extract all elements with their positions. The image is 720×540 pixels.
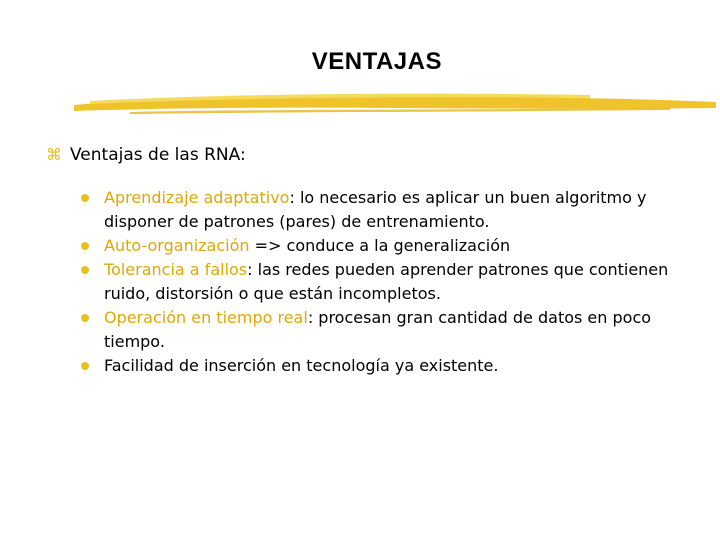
bullet-dot-icon: [81, 314, 89, 322]
advantages-list: [80, 186, 680, 378]
title-underline-brushstroke: [70, 88, 720, 118]
item-highlight: Tolerancia a fallos: [104, 260, 248, 279]
command-bullet-icon: ⌘: [46, 145, 62, 164]
list-item: [80, 186, 680, 234]
item-text: : procesan gran cantidad de datos en poco tiempo.: [104, 308, 652, 351]
bullet-dot-icon: [81, 194, 89, 202]
list-item: [80, 258, 680, 306]
list-item: [80, 234, 680, 258]
bullet-dot-icon: [81, 266, 89, 274]
item-text: Facilidad de inserción en tecnología ya existente.: [104, 356, 499, 375]
item-highlight: Aprendizaje adaptativo: [104, 188, 290, 207]
bullet-dot-icon: [81, 242, 89, 250]
main-bullet-text: Ventajas de las RNA:: [70, 145, 246, 165]
slide-title: VENTAJAS: [311, 48, 442, 75]
bullet-dot-icon: [81, 362, 89, 370]
item-highlight: Operación en tiempo real: [104, 308, 308, 327]
item-text: => conduce a la generalización: [249, 236, 511, 255]
item-text: : lo necesario es aplicar un buen algoritmo y disponer de patrones (pares) de entrenamiento.: [104, 188, 647, 231]
list-item: [80, 354, 680, 378]
item-text: : las redes pueden aprender patrones que contienen ruido, distorsión o que están incompletos.: [104, 260, 669, 303]
list-item: [80, 306, 680, 354]
item-highlight: Auto-organización: [104, 236, 250, 255]
